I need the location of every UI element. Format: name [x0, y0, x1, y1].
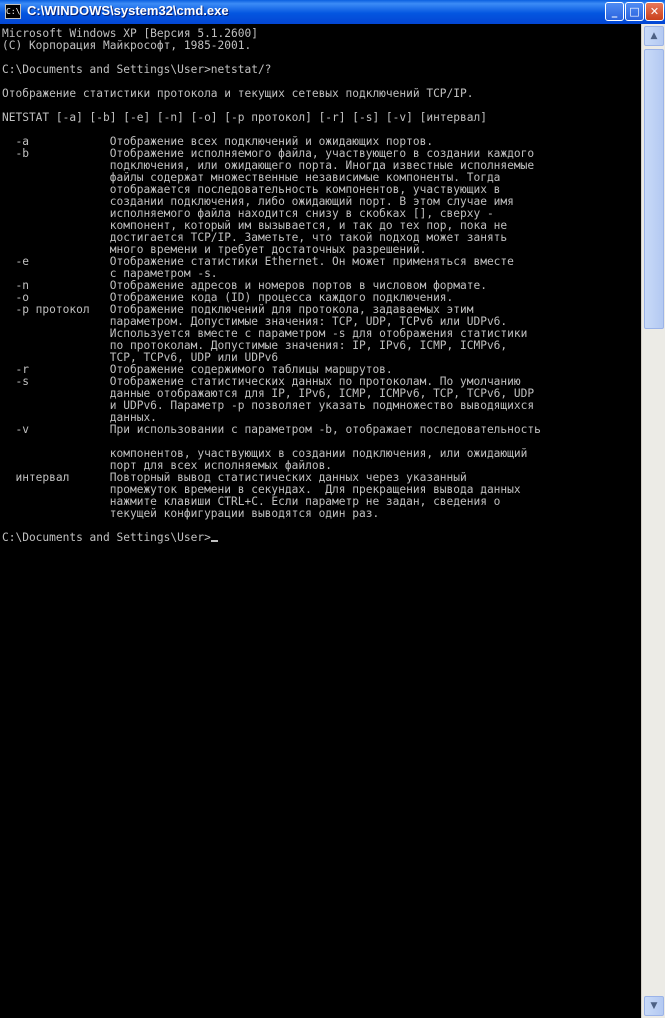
console-line: данных.	[2, 411, 157, 424]
console-line: достигается TCP/IP. Заметьте, что такой подход может занять	[2, 231, 508, 244]
console-line: C:\Documents and Settings\User>	[2, 532, 218, 544]
console-line: компонент, который им вызывается, и так до тех пор, пока не	[2, 219, 508, 232]
console-line: -o Отображение кода (ID) процесса каждого подключения.	[2, 291, 454, 304]
console-line: промежуток времени в секундах. Для прекращения вывода данных	[2, 483, 521, 496]
console-icon[interactable]: C:\	[5, 4, 21, 19]
console-line: -n Отображение адресов и номеров портов в числовом формате.	[2, 279, 487, 292]
vertical-scrollbar[interactable]	[641, 24, 665, 1018]
scroll-up-button[interactable]: ▲	[644, 26, 664, 46]
console-line: -e Отображение статистики Ethernet. Он может применяться вместе	[2, 255, 514, 268]
console-line: TCP, TCPv6, UDP или UDPv6	[2, 351, 279, 364]
console-line: порт для всех исполняемых файлов.	[2, 459, 333, 472]
scrollbar-thumb[interactable]	[644, 49, 664, 329]
console-line: компонентов, участвующих в создании подключения, или ожидающий	[2, 447, 528, 460]
console-line: Используется вместе с параметром -s для отображения статистики	[2, 327, 528, 340]
console-line: -b Отображение исполняемого файла, участвующего в создании каждого	[2, 147, 535, 160]
console-line: (С) Корпорация Майкрософт, 1985-2001.	[2, 39, 252, 52]
minimize-button[interactable]: _	[605, 2, 624, 21]
console-line: и UDPv6. Параметр -p позволяет указать подмножество выводящихся	[2, 399, 535, 412]
console-line: данные отображаются для IP, IPv6, ICMP, ICMPv6, TCP, TCPv6, UDP	[2, 387, 535, 400]
console-line: нажмите клавиши CTRL+C. Если параметр не задан, сведения о	[2, 495, 501, 508]
console-line: -r Отображение содержимого таблицы маршрутов.	[2, 363, 393, 376]
console-line: файлы содержат множественные независимые компоненты. Тогда	[2, 171, 501, 184]
console-line: Отображение статистики протокола и текущих сетевых подключений TCP/IP.	[2, 87, 474, 100]
console-output[interactable]	[0, 24, 641, 1018]
console-line: с параметром -s.	[2, 267, 218, 280]
console-line: параметром. Допустимые значения: TCP, UDP, TCPv6 или UDPv6.	[2, 315, 508, 328]
console-line: по протоколам. Допустимые значения: IP, IPv6, ICMP, ICMPv6,	[2, 339, 508, 352]
console-line: -p протокол Отображение подключений для протокола, задаваемых этим	[2, 303, 474, 316]
window-title: C:\WINDOWS\system32\cmd.exe	[27, 3, 229, 18]
console-line: много времени и требует достаточных разрешений.	[2, 243, 427, 256]
text-cursor	[211, 540, 218, 542]
console-line: Microsoft Windows XP [Версия 5.1.2600]	[2, 27, 258, 40]
maximize-button[interactable]: □	[625, 2, 644, 21]
close-button[interactable]: ✕	[645, 2, 664, 21]
console-line: интервал Повторный вывод статистических данных через указанный	[2, 471, 467, 484]
console-line: NETSTAT [-a] [-b] [-e] [-n] [-o] [-p протокол] [-r] [-s] [-v] [интервал]	[2, 111, 487, 124]
console-line: создании подключения, либо ожидающий порт. В этом случае имя	[2, 195, 514, 208]
console-line: C:\Documents and Settings\User>netstat/?	[2, 63, 272, 76]
title-bar[interactable]	[0, 0, 665, 24]
console-line: -s Отображение статистических данных по протоколам. По умолчанию	[2, 375, 521, 388]
console-line: -v При использовании с параметром -b, отображает последовательность	[2, 423, 541, 436]
scroll-down-button[interactable]: ▼	[644, 996, 664, 1016]
console-line: отображается последовательность компонентов, участвующих в	[2, 183, 501, 196]
console-line: исполняемого файла находится снизу в скобках [], сверху -	[2, 207, 494, 220]
console-line: -a Отображение всех подключений и ожидающих портов.	[2, 135, 434, 148]
console-line: текущей конфигурации выводятся один раз.	[2, 507, 380, 520]
console-line: подключения, или ожидающего порта. Иногда известные исполняемые	[2, 159, 535, 172]
